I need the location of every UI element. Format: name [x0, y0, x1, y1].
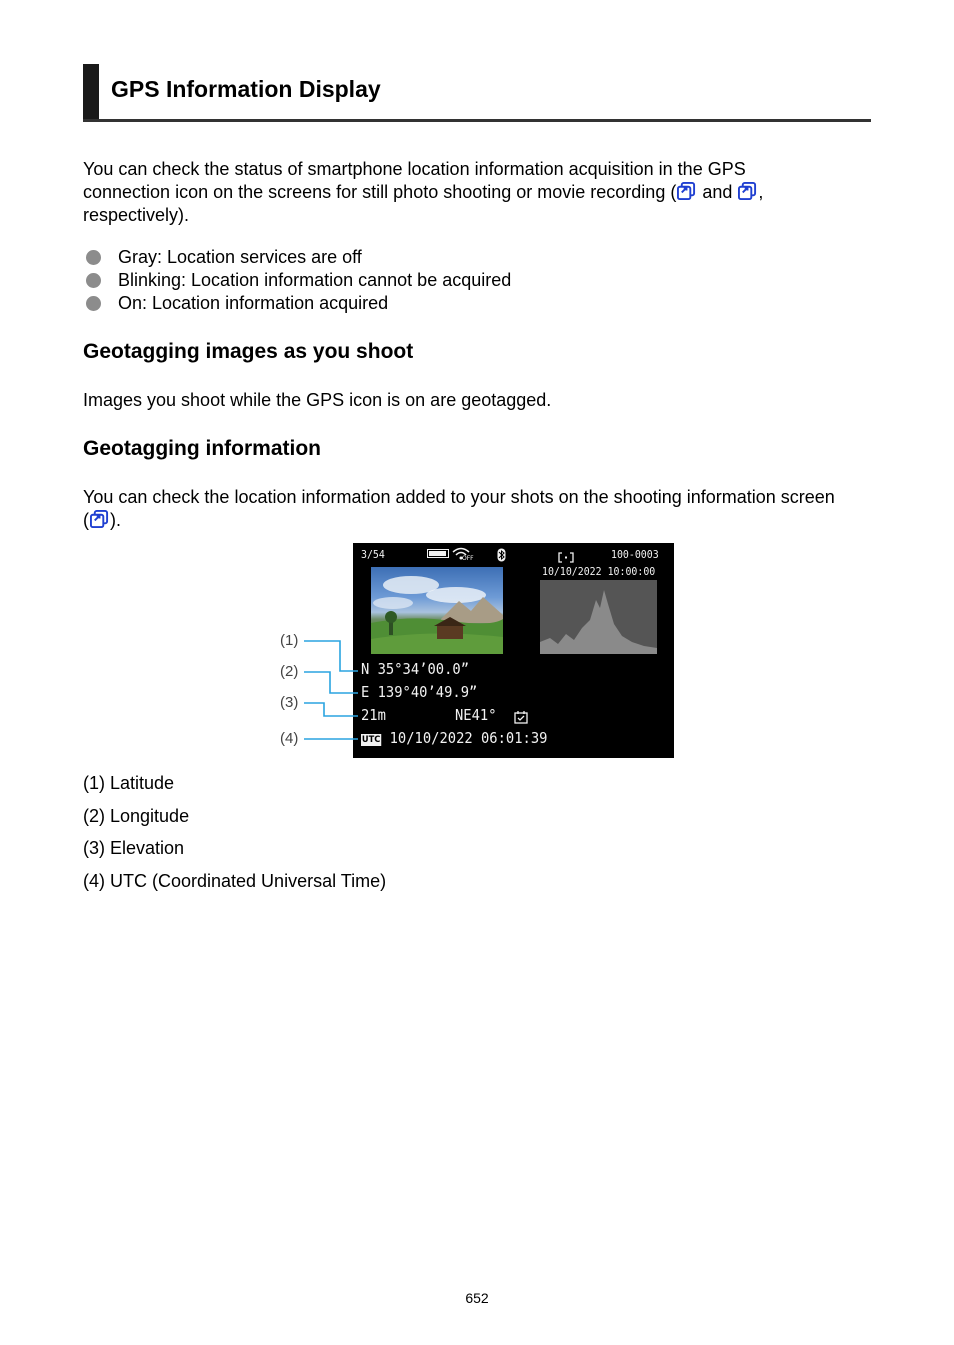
wifi-status: OFF	[462, 555, 474, 562]
reference-link-icon[interactable]	[89, 510, 110, 530]
page-title-bar	[83, 64, 871, 122]
camera-info-screen	[353, 543, 674, 758]
utc-time: 10/10/2022 06:01:39	[389, 729, 548, 747]
image-thumbnail	[371, 567, 503, 654]
intro-paragraph	[83, 158, 823, 227]
elevation-value: 21m	[361, 706, 386, 724]
callout-legend	[83, 772, 386, 902]
list-item	[83, 246, 511, 269]
section-text: You can check the location information added to your shots on the shooting information screen (	[83, 487, 835, 530]
status-bullet-list	[83, 246, 511, 315]
bullet-icon	[86, 296, 101, 311]
list-item-text: Gray: Location services are off	[118, 247, 362, 267]
section-text: ).	[110, 510, 121, 530]
latitude-value: N 35°34’00.0”	[361, 660, 470, 678]
callout-label-3: (3)	[280, 694, 299, 711]
section-text-geotagging-info	[83, 486, 843, 532]
file-number: 100-0003	[611, 548, 659, 561]
callout-label-1: (1)	[280, 632, 299, 649]
histogram	[540, 580, 657, 654]
section-text-geotagging-shoot: Images you shoot while the GPS icon is on are geotagged.	[83, 390, 552, 410]
callout-label-4: (4)	[280, 730, 299, 747]
battery-icon	[427, 549, 449, 558]
longitude-value: E 139°40’49.9”	[361, 683, 478, 701]
frame-count: 3/54	[361, 548, 385, 561]
utc-line	[361, 730, 547, 747]
intro-text: , respectively).	[83, 182, 764, 225]
page-title: GPS Information Display	[111, 76, 381, 102]
bullet-icon	[86, 250, 101, 265]
shot-datetime: 10/10/2022 10:00:00	[542, 565, 656, 578]
title-accent-bar	[83, 64, 99, 119]
list-item: (3) Elevation	[83, 838, 185, 858]
list-item	[83, 269, 511, 292]
section-heading-geotagging-shoot: Geotagging images as you shoot	[83, 340, 414, 363]
reference-link-icon[interactable]	[737, 182, 758, 202]
bluetooth-icon	[497, 547, 506, 566]
callout-lines	[300, 630, 360, 750]
list-item	[83, 292, 511, 315]
list-item: (2) Longitude	[83, 805, 190, 826]
utc-badge: UTC	[361, 735, 381, 745]
list-item-text: On: Location information acquired	[118, 293, 389, 313]
reference-link-icon[interactable]	[676, 182, 697, 202]
section-heading-geotagging-info: Geotagging information	[83, 437, 321, 460]
bullet-icon	[86, 273, 101, 288]
list-item-text: Blinking: Location information cannot be acquired	[118, 270, 512, 290]
intro-text: You can check the status of smartphone location information acquisition in the GPS connection icon on the screens for still photo shooting or movie recording (	[83, 159, 746, 202]
direction-value: NE41°	[455, 706, 497, 724]
page-number: 652	[465, 1290, 489, 1306]
list-item: (1) Latitude	[83, 773, 175, 793]
callout-label-2: (2)	[280, 663, 299, 680]
list-item: (4) UTC (Coordinated Universal Time)	[83, 870, 387, 891]
gps-log-icon	[514, 709, 528, 728]
intro-text: and	[697, 182, 738, 202]
